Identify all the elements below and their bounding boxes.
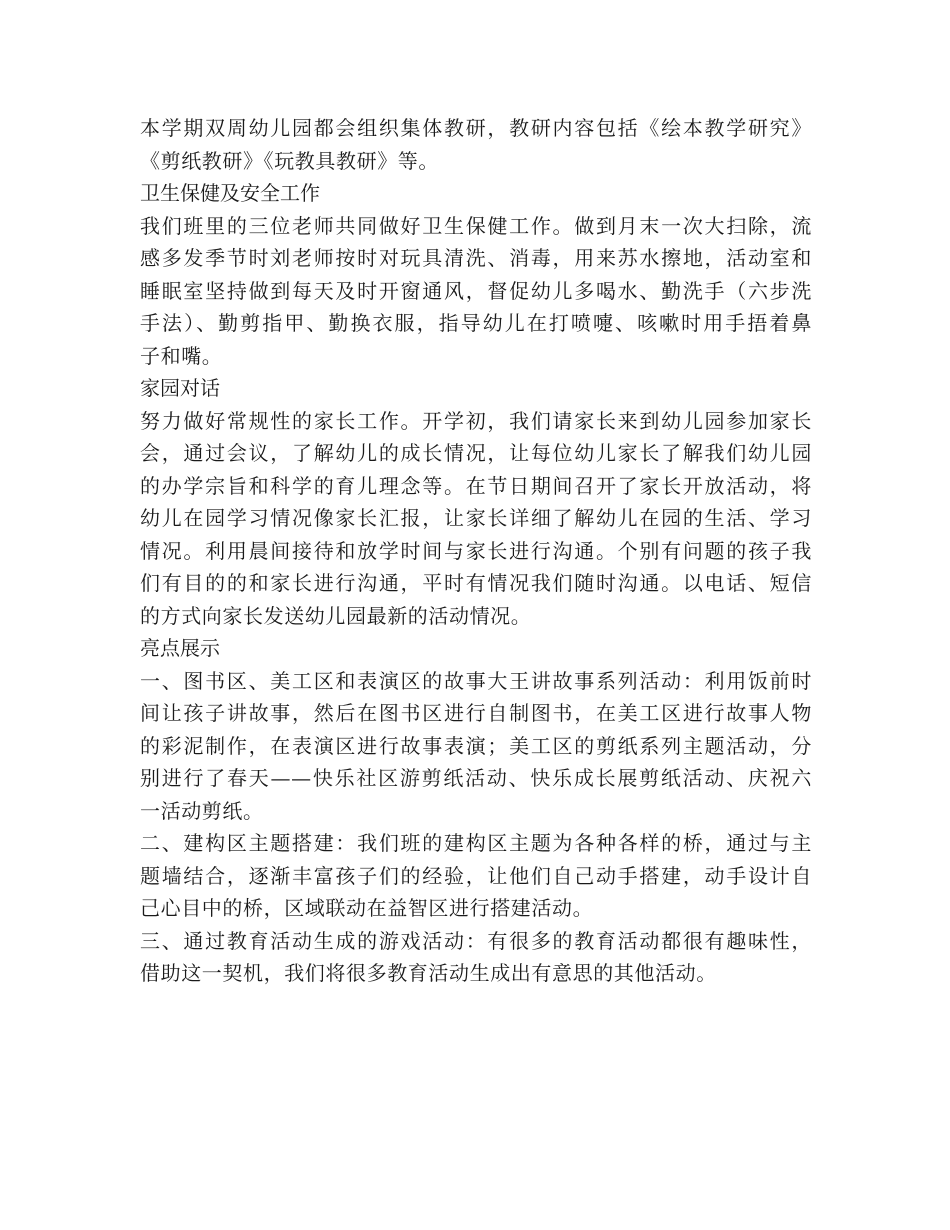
text-line: 二、建构区主题搭建：我们班的建构区主题为各种各样的桥，通过与主 bbox=[140, 831, 812, 855]
text-line: 的方式向家长发送幼儿园最新的活动情况。 bbox=[140, 603, 532, 628]
section-heading-family: 家园对话 bbox=[140, 376, 220, 400]
text-line: 本学期双周幼儿园都会组织集体教研，教研内容包括《绘本教学研究》 bbox=[140, 116, 812, 140]
paragraph-hygiene bbox=[140, 210, 812, 373]
text-line: 间让孩子讲故事，然后在图书区进行自制图书，在美工区进行故事人物 bbox=[140, 701, 812, 725]
text-line: 我们班里的三位老师共同做好卫生保健工作。做到月末一次大扫除，流 bbox=[140, 213, 812, 238]
text-line: 子和嘴。 bbox=[140, 343, 223, 368]
text-line: 借助这一契机，我们将很多教育活动生成出有意思的其他活动。 bbox=[140, 961, 717, 985]
text-line: 一活动剪纸。 bbox=[140, 798, 264, 823]
text-line: 睡眠室坚持做到每天及时开窗通风，督促幼儿多喝水、勤洗手（六步洗 bbox=[140, 278, 812, 303]
text-line: 《剪纸教研》《玩教具教研》等。 bbox=[140, 148, 439, 173]
text-line: 的彩泥制作，在表演区进行故事表演；美工区的剪纸系列主题活动，分 bbox=[140, 733, 812, 758]
text-line: 题墙结合，逐渐丰富孩子们的经验，让他们自己动手搭建，动手设计自 bbox=[140, 863, 812, 888]
highlight-item-2 bbox=[140, 827, 812, 925]
text-line: 己心目中的桥，区域联动在益智区进行搭建活动。 bbox=[140, 896, 594, 920]
section-heading-hygiene: 卫生保健及安全工作 bbox=[140, 181, 320, 205]
paragraph-teaching-research bbox=[140, 112, 812, 177]
text-line: 感多发季节时刘老师按时对玩具清洗、消毒，用来苏水擦地，活动室和 bbox=[140, 246, 812, 270]
text-line: 的办学宗旨和科学的育儿理念等。在节日期间召开了家长开放活动，将 bbox=[140, 473, 812, 498]
highlight-item-1 bbox=[140, 665, 812, 828]
document-page bbox=[140, 112, 812, 990]
text-line: 别进行了春天——快乐社区游剪纸活动、快乐成长展剪纸活动、庆祝六 bbox=[140, 766, 812, 790]
text-line: 情况。利用晨间接待和放学时间与家长进行沟通。个别有问题的孩子我 bbox=[140, 538, 812, 563]
text-line: 手法）、勤剪指甲、勤换衣服，指导幼儿在打喷嚏、咳嗽时用手捂着鼻 bbox=[140, 311, 812, 335]
text-line: 一、图书区、美工区和表演区的故事大王讲故事系列活动：利用饭前时 bbox=[140, 668, 812, 693]
highlight-item-3 bbox=[140, 925, 812, 990]
text-line: 努力做好常规性的家长工作。开学初，我们请家长来到幼儿园参加家长 bbox=[140, 408, 812, 433]
text-line: 会，通过会议，了解幼儿的成长情况，让每位幼儿家长了解我们幼儿园 bbox=[140, 441, 812, 465]
text-line: 三、通过教育活动生成的游戏活动：有很多的教育活动都很有趣味性， bbox=[140, 928, 812, 953]
text-line: 幼儿在园学习情况像家长汇报，让家长详细了解幼儿在园的生活、学习 bbox=[140, 506, 812, 530]
paragraph-family bbox=[140, 405, 812, 633]
section-heading-highlights: 亮点展示 bbox=[140, 636, 220, 660]
text-line: 们有目的的和家长进行沟通，平时有情况我们随时沟通。以电话、短信 bbox=[140, 571, 812, 595]
